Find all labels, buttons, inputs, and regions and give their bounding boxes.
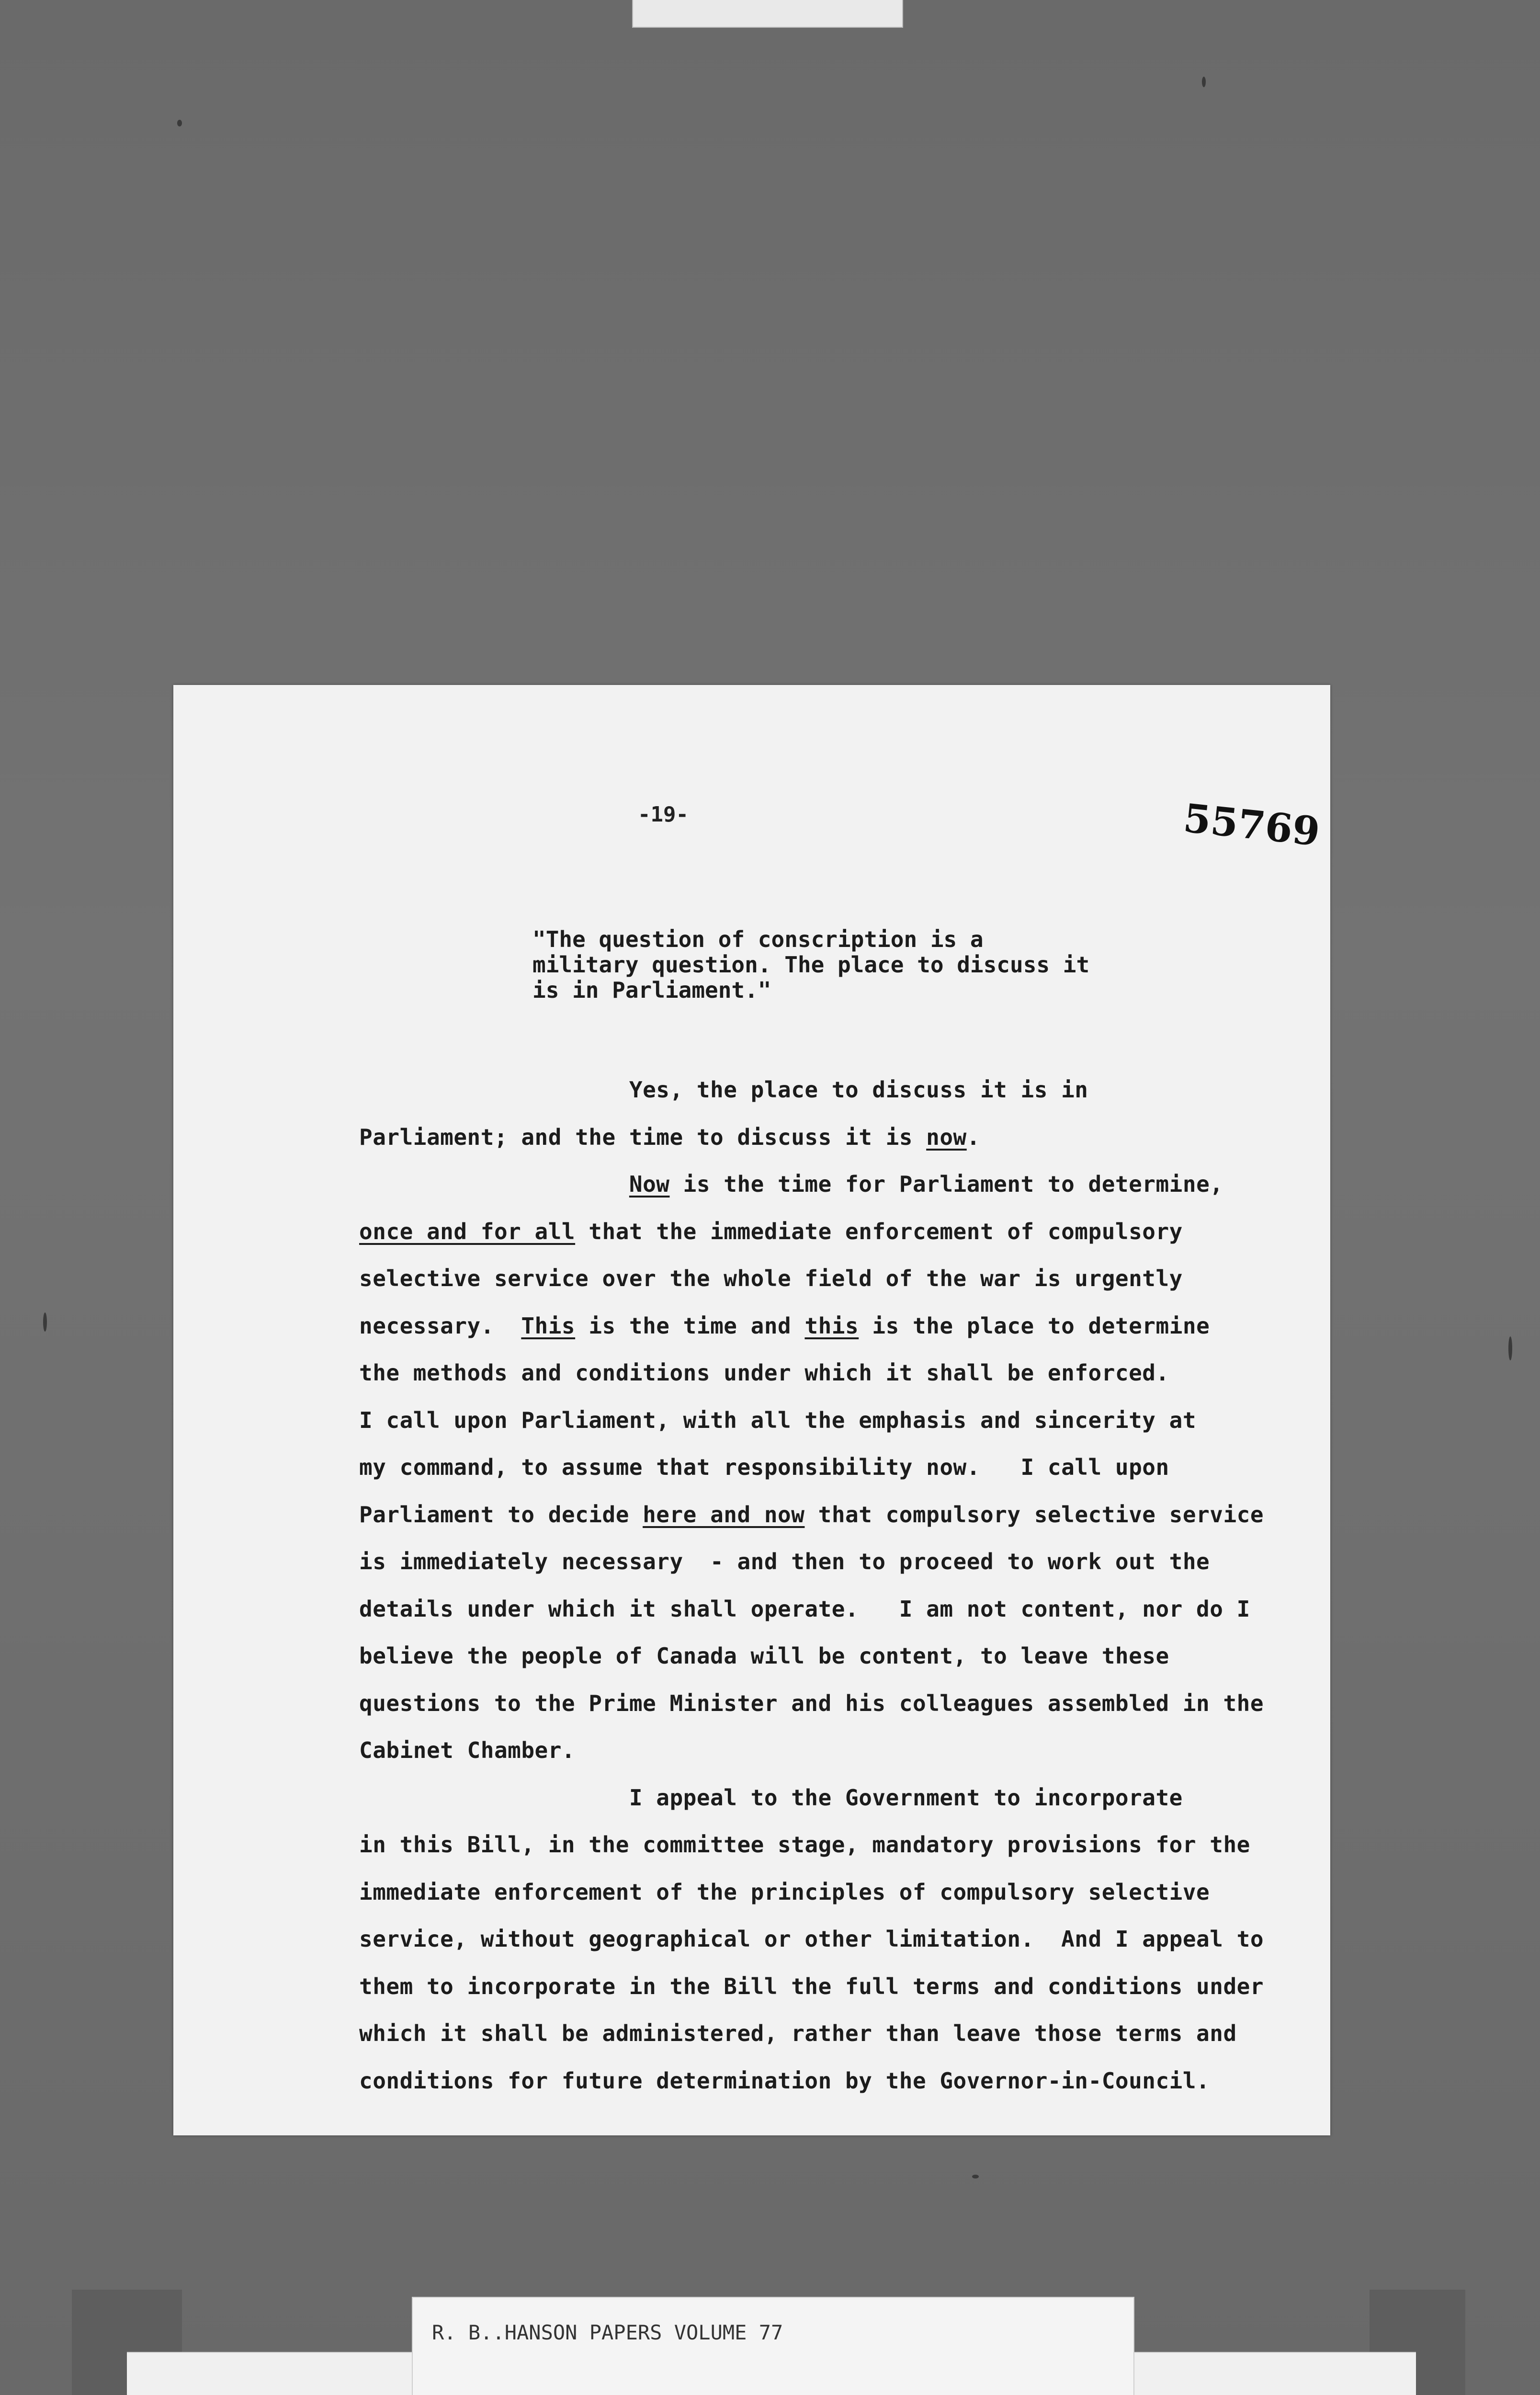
text-run: questions to the Prime Minister and his colleagues assembled in the xyxy=(359,1690,1264,1716)
body-line xyxy=(359,1973,1264,1999)
film-speck xyxy=(1202,77,1206,87)
text-run: conditions for future determination by the Governor-in-Council. xyxy=(359,2068,1210,2094)
body-line xyxy=(359,1407,1196,1433)
document-id-stamp: 55769 xyxy=(1181,795,1322,855)
body-line xyxy=(359,1643,1169,1669)
body-line xyxy=(359,1266,1183,1291)
quotation-line: "The question of conscription is a xyxy=(532,926,984,952)
text-run: necessary. xyxy=(359,1313,521,1339)
text-run: I call upon Parliament, with all the emphasis and sincerity at xyxy=(359,1407,1197,1433)
text-run: Parliament; and the time to discuss it is xyxy=(359,1124,927,1150)
text-run: that the immediate enforcement of compulsory xyxy=(575,1219,1183,1244)
text-run: which it shall be administered, rather than leave those terms and xyxy=(359,2020,1237,2046)
text-run: Cabinet Chamber. xyxy=(359,1737,576,1763)
quotation-line: military question. The place to discuss it xyxy=(532,952,1090,978)
body-line xyxy=(359,1926,1264,1952)
text-run: in this Bill, in the committee stage, mandatory provisions for the xyxy=(359,1832,1250,1858)
underlined-phrase: now xyxy=(926,1124,967,1150)
body-line xyxy=(359,1879,1210,1905)
quotation-line: is in Parliament." xyxy=(532,977,771,1003)
body-line xyxy=(359,1832,1250,1858)
text-run: that compulsory selective service xyxy=(804,1502,1264,1528)
body-line xyxy=(359,2068,1210,2094)
document-page xyxy=(173,685,1330,2135)
body-line xyxy=(359,1549,1210,1574)
text-run xyxy=(359,1171,629,1197)
film-speck xyxy=(972,2175,979,2178)
underlined-phrase: here and now xyxy=(643,1502,805,1528)
text-run: selective service over the whole field of the war is urgently xyxy=(359,1266,1183,1291)
body-line xyxy=(359,1360,1169,1386)
text-run: the methods and conditions under which it shall be enforced. xyxy=(359,1360,1169,1386)
film-speck xyxy=(43,1312,47,1332)
film-speck xyxy=(177,120,182,126)
text-run: my command, to assume that responsibility now. I call upon xyxy=(359,1454,1169,1480)
body-line xyxy=(359,1785,1183,1811)
body-line xyxy=(359,1690,1264,1716)
text-run: Parliament to decide xyxy=(359,1502,643,1528)
text-run: details under which it shall operate. I am not content, nor do I xyxy=(359,1596,1250,1622)
quotation-block xyxy=(532,927,1155,1003)
body-line xyxy=(359,1502,1264,1528)
body-line xyxy=(359,1313,1210,1339)
underlined-phrase: This xyxy=(521,1313,576,1339)
body-line xyxy=(359,1737,575,1763)
collection-label-text: R. B..HANSON PAPERS VOLUME 77 xyxy=(432,2321,783,2344)
body-line xyxy=(359,1077,1088,1103)
underlined-phrase: this xyxy=(804,1313,859,1339)
body-line xyxy=(359,1219,1183,1244)
film-tab xyxy=(632,0,903,28)
text-run: . xyxy=(966,1124,980,1150)
underlined-phrase: once and for all xyxy=(359,1219,576,1244)
text-run: believe the people of Canada will be content, to leave these xyxy=(359,1643,1169,1669)
body-line xyxy=(359,1124,980,1150)
body-line xyxy=(359,1171,1223,1197)
text-run: is the time for Parliament to determine, xyxy=(669,1171,1223,1197)
text-run: is immediately necessary - and then to proceed to work out the xyxy=(359,1549,1210,1574)
text-run: is the time and xyxy=(575,1313,805,1339)
text-run: I appeal to the Government to incorporate xyxy=(359,1785,1183,1811)
film-speck xyxy=(1508,1336,1512,1360)
collection-label xyxy=(412,2297,1134,2395)
body-line xyxy=(359,1454,1169,1480)
body-line xyxy=(359,1596,1250,1622)
page-number: -19- xyxy=(638,802,689,827)
text-run: service, without geographical or other limitation. And I appeal to xyxy=(359,1926,1264,1952)
text-run: them to incorporate in the Bill the full terms and conditions under xyxy=(359,1973,1264,1999)
body-line xyxy=(359,2020,1237,2046)
underlined-phrase: Now xyxy=(629,1171,670,1197)
text-run: is the place to determine xyxy=(859,1313,1210,1339)
text-run: Yes, the place to discuss it is in xyxy=(359,1077,1088,1103)
text-run: immediate enforcement of the principles of compulsory selective xyxy=(359,1879,1210,1905)
